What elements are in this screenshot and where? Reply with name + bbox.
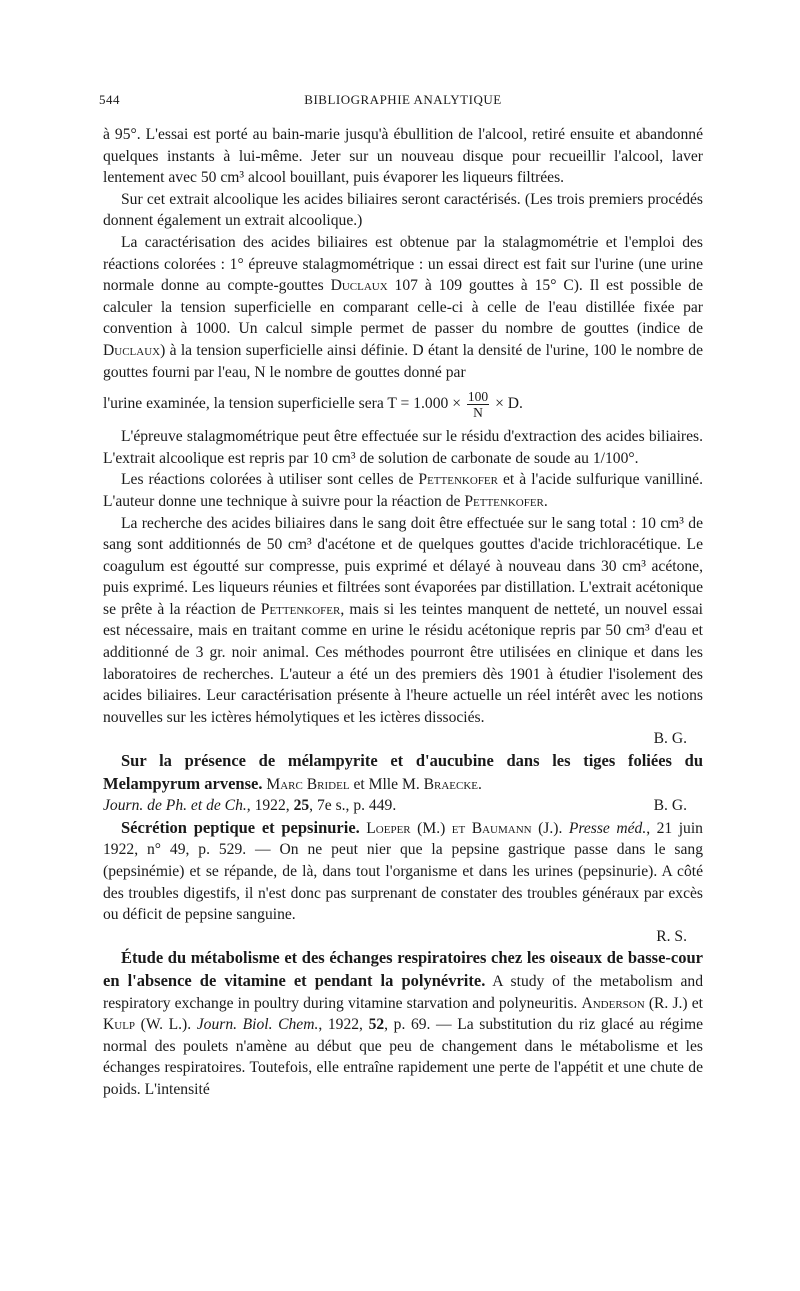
article-3-text: La substitution du riz glacé au régime normal des poulets n'amène au début que peu de changement dans le métabolisme et les échanges respiratoires. Toutefois, elle entraîne rapidement une perte de l'appétit et une chute de poids. L'intensité <box>103 1016 703 1098</box>
running-header <box>99 92 703 112</box>
article-2-text: On ne peut nier que la pepsine gastrique passe dans le sang (pepsinémie) et se répande, de là, dans tout l'organisme et dans les urines (pepsinurie). A côté des troubles digestifs, il n'est donc pas surprenant de constater des troubles généraux par excès ou déficit de pepsine sanguine. <box>103 841 703 924</box>
formula-tail: × D. <box>495 395 523 413</box>
article-3-author-1-init: (R. J.) et <box>644 994 703 1012</box>
article-3-author-2: Kulp <box>103 1016 136 1034</box>
page <box>99 92 704 1101</box>
fraction-denominator: N <box>473 405 483 421</box>
paragraph-6 <box>103 513 703 729</box>
article-1-ref-line <box>103 795 703 817</box>
p3-text-c: ) à la tension superficielle ainsi définie. D étant la densité de l'urine, 100 le nombre de gouttes fourni par l'eau, N le nombre de gouttes donné par <box>103 341 703 381</box>
page-number: 544 <box>99 92 120 107</box>
article-1 <box>103 750 703 795</box>
article-3-title: Étude du métabolisme et des échanges respiratoires chez les oiseaux de basse-cour en l'absence de vitamine et pendant la polynévrite. <box>103 948 703 990</box>
article-3 <box>103 947 703 1100</box>
article-1-title: Sur la présence de mélampyrite et d'aucubine dans les tiges foliées du Melampyrum arvense. <box>103 751 703 793</box>
article-3-ref-b: , p. 69. — <box>384 1016 458 1034</box>
article-2-authors: Loeper (M.) et Baumann (J.). <box>359 819 563 837</box>
author-duclaux: Duclaux <box>330 277 388 295</box>
article-3-journal: Journ. Biol. Chem. <box>196 1016 319 1034</box>
article-1-mlle: Mlle <box>368 775 399 793</box>
p6-text-a: La recherche des acides biliaires dans le sang doit être effectuée sur le sang total : 10 cm³ de sang sont additionnés de 50 cm³ d'acétone et de quelques gouttes d'acide trichloracétique. Le coagulum est égoutté sur compresse, puis exprimé et délayé à nouveau dans 30 cm³ acétone, puis exprimé. Les liqueurs réunies et filtrées sont évaporées par distillation. L'extrait acétonique se prête à la réaction de <box>103 514 703 618</box>
paragraph-2: Sur cet extrait alcoolique les acides biliaires seront caractérisés. (Les trois premiers procédés donnent également un extrait alcoolique.) <box>103 190 703 230</box>
paragraph-3 <box>103 232 703 383</box>
author-pettenkofer-2: Pettenkofer <box>464 492 544 510</box>
fraction <box>467 389 489 420</box>
article-2-journal: Presse méd. <box>568 819 647 837</box>
author-duclaux-2: Duclaux <box>103 341 161 359</box>
page-body <box>103 124 703 1101</box>
article-1-signature: B. G. <box>653 797 687 815</box>
p3-text-b: 107 à 109 gouttes à 15° C). Il est possible de calculer la tension superficielle en comparant celle-ci à celle de l'eau distillée fixée par convention à 1000. Un calcul simple permet de passer du nombre de gouttes (indice de <box>103 277 703 338</box>
p5-text-c: . <box>543 492 548 510</box>
article-2 <box>103 817 703 926</box>
article-3-ref-a: , 1922, <box>318 1016 369 1034</box>
author-pettenkofer: Pettenkofer <box>418 471 498 489</box>
p3-text-a: La caractérisation des acides biliaires est obtenue par la stalagmométrie et l'emploi des réactions colorées : 1° épreuve stalagmométrique : un essai direct est fait sur l'urine (une urine normale donne au compte-gouttes <box>103 233 703 295</box>
article-1-author-b: M. Braecke. <box>398 775 482 793</box>
article-1-author-a: Marc Bridel <box>262 775 350 793</box>
article-1-journal: Journ. de Ph. et de Ch. <box>103 797 247 815</box>
paragraph-4: L'épreuve stalagmométrique peut être effectuée sur le résidu d'extraction des acides biliaires. L'extrait alcoolique est repris par 10 cm³ de solution de carbonate de soude au 1/100°. <box>103 428 703 467</box>
article-2-ref: , 21 juin 1922, n° 49, p. 529. — <box>103 819 703 859</box>
article-1-ref-a: , 1922, <box>246 797 294 815</box>
paragraph-5 <box>103 469 703 512</box>
p5-text-a: Les réactions colorées à utiliser sont celles de <box>121 471 419 489</box>
article-1-ref-b: , 7e s., p. 449. <box>309 797 397 815</box>
signature-bg: B. G. <box>653 730 687 748</box>
p5-text-b: et à l'acide sulfurique vanilliné. L'auteur donne une technique à suivre pour la réaction de <box>103 471 703 510</box>
running-title: BIBLIOGRAPHIE ANALYTIQUE <box>304 92 502 107</box>
formula-lead: l'urine examinée, la tension superficielle sera T = 1.000 × <box>103 395 462 413</box>
article-3-author-2-init: (W. L.). <box>135 1016 197 1034</box>
article-2-title: Sécrétion peptique et pepsinurie. <box>121 817 360 837</box>
article-1-and: et <box>349 775 369 793</box>
formula-line <box>103 389 703 420</box>
paragraph-1: à 95°. L'essai est porté au bain-marie jusqu'à ébullition de l'alcool, retiré ensuite et abandonné quelques instants à lui-même. Jeter sur un nouveau disque pour recueillir l'alcool, laver lentement avec 50 cm³ alcool bouillant, puis évaporer les liqueurs filtrées. <box>103 126 703 187</box>
fraction-numerator: 100 <box>467 389 489 405</box>
article-3-volume: 52 <box>368 1016 385 1034</box>
author-pettenkofer-3: Pettenkofer <box>260 600 341 618</box>
article-2-signature: R. S. <box>656 927 687 945</box>
article-3-author-1: Anderson <box>581 994 645 1012</box>
article-1-volume: 25 <box>293 797 310 815</box>
article-1-reference <box>103 795 396 817</box>
p6-text-b: , mais si les teintes manquent de netteté, un nouvel essai est nécessaire, mais en traitant comme en urine le résidu acétonique repris par 50 cm³ d'eau et additionné de 3 gr. noir animal. Ces méthodes pourront être utilisées en clinique et dans les laboratoires de recherches. L'auteur a été un des premiers dès 1901 à étudier l'isolement des acides biliaires. Leur caractérisation présente à l'heure actuelle un réel intérêt avec les notions nouvelles sur les ictères hémolytiques et les ictères dissociés. <box>103 600 703 726</box>
article-3-subtitle: A study of the metabolism and respiratory exchange in poultry during vitamine starvation and polyneuritis. <box>103 972 704 1012</box>
